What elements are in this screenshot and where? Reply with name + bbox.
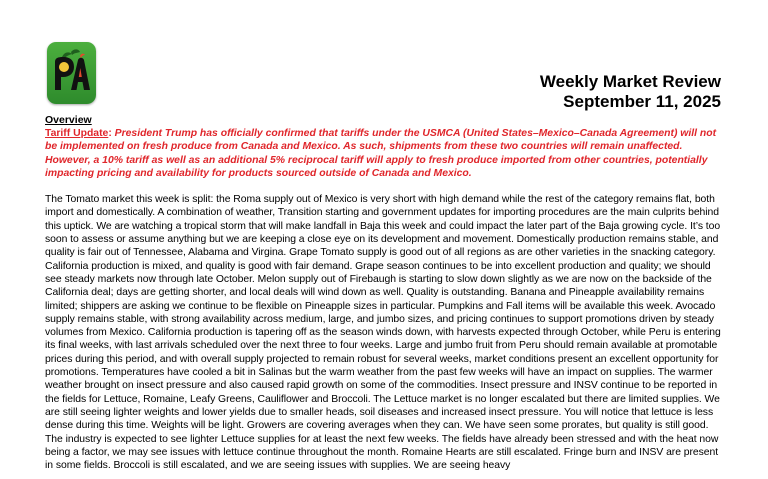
report-date: September 11, 2025 xyxy=(563,92,721,111)
tariff-update-text: President Trump has officially confirmed that tariffs under the USMCA (United States–Mexico–Canada Agreement) will not be implemented on fresh produce from Canada and Mexico. As such, shipments from these two countries will remain unaffected. However, a 10% tariff as well as an additional 5% reciprocal tariff will apply to fresh produce imported from other countries, potentially impacting pricing and availability for products sourced outside of Canada and Mexico. xyxy=(45,128,717,179)
overview-heading: Overview xyxy=(45,114,92,126)
tariff-update-label: Tariff Update xyxy=(45,128,109,139)
pa-logo-icon xyxy=(47,42,96,104)
market-review-paragraph: The Tomato market this week is split: the Roma supply out of Mexico is very short with high demand while the rest of the category remains flat, both import and domestically. A combination of weather, Transition starting and government updates for importing procedures are the main culprits behind this uptick. We are watching a tropical storm that will make landfall in Baja this week and could impact the later part of the Baja growing cycle. It’s too soon to assess or assume anything but we are keeping a close eye on its development and movement. Domestically production remains stable, and quality is fair out of Tennessee, Alabama and Virgina. Grape Tomato supply is good out of all regions as are other varieties in the snacking category. California production is mixed, and quality is good with fair demand. Grape season continues to be into excellent production and quality; we should see steady markets now through late October. Melon supply out of Firebaugh is starting to slow down slightly as we are now on the backside of the California deal; days are getting shorter, and local deals will wind down as well. Quality is outstanding. Banana and Pineapple availability remains limited; shippers are asking we continue to be flexible on Pineapple sizes in particular. Pumpkins and Fall items will be available this week. Avocado supply remains stable, with strong availability across medium, large, and jumbo sizes, and pricing continues to support promotions driven by steady volumes from Mexico. California production is tapering off as the season winds down, with harvests expected through October, while Peru is entering its final weeks, with last arrivals scheduled over the next three to four weeks. Large and jumbo fruit from Peru should remain available at promotable prices during this period, and with overall supply projected to remain robust for several weeks, market conditions present an excellent opportunity for promotions. Temperatures have cooled a bit in Salinas but the warm weather from the past few weeks will have an impact on supplies. The warmer weather brought on insect pressure and also caused rapid growth on some of the commodities. Insect pressure and INSV continue to be reported in the fields for Lettuce, Romaine, Leafy Greens, Cauliflower and Broccoli. The Lettuce market is no longer escalated but there are limited supplies. We are still seeing lighter weights and lower yields due to smaller heads, soil diseases and increased insect pressure. You will notice that lettuce is less dense during this time. Weights will be light. Growers are covering averages when they can. We have seen some prorates, but quality is still good. The industry is expected to see lighter Lettuce supplies for at least the next few weeks. The fields have already been stressed and with the heat now being a factor, we may see issues with lettuce continue throughout the month. Romaine Hearts are still escalated. Fringe burn and INSV are present in some fields. Broccoli is still escalated, and we are seeing issues with supplies. We are seeing heavy xyxy=(45,194,721,472)
tariff-update-notice xyxy=(45,127,725,180)
tariff-update-colon: : xyxy=(108,128,112,139)
pa-logo-graphic xyxy=(47,42,96,104)
report-title: Weekly Market Review xyxy=(539,72,721,91)
report-content xyxy=(45,114,725,472)
report-title-block xyxy=(540,72,721,112)
